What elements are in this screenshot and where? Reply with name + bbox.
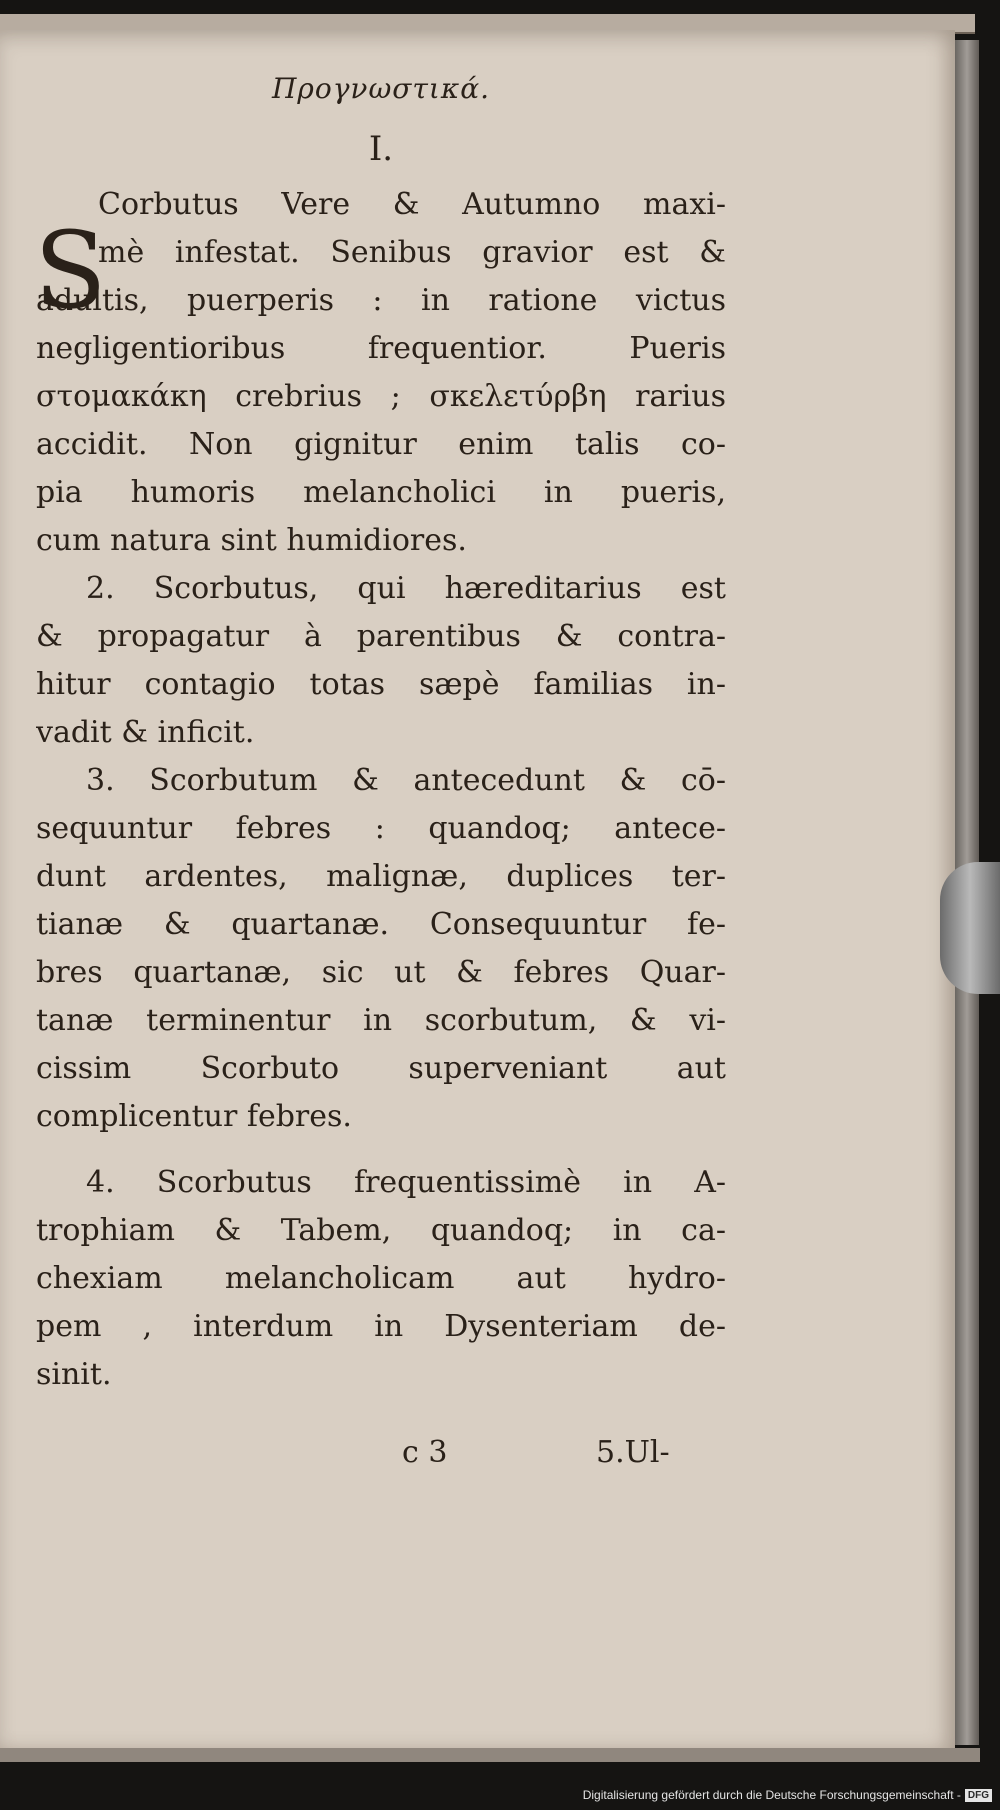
- text-line: pia humoris melancholici in pueris,: [36, 475, 726, 510]
- paragraph-1: [36, 181, 726, 277]
- page-bottom-edge: [0, 1748, 980, 1762]
- paragraph-2: [36, 565, 726, 757]
- text-line: negligentioribus frequentior. Pueris: [36, 331, 726, 366]
- text-line: στομακάκη crebrius ; σκελετύρβη rarius: [36, 379, 726, 414]
- text-line: cissim Scorbuto superveniant aut: [36, 1051, 726, 1086]
- text-line: pem , interdum in Dysenteriam de-: [36, 1309, 726, 1344]
- text-line: trophiam & Tabem, quandoq; in ca-: [36, 1213, 726, 1248]
- text-line: sinit.: [36, 1357, 112, 1392]
- text-line: mè infestat. Senibus gravior est &: [98, 235, 726, 270]
- dfg-logo-badge: DFG: [965, 1789, 992, 1802]
- page-footer-marks: [36, 1435, 726, 1483]
- signature-mark: c 3: [402, 1435, 448, 1470]
- text-line: cum natura sint humidiores.: [36, 523, 467, 558]
- paragraph-4: [36, 1159, 726, 1399]
- clasp-tab: [940, 862, 1000, 994]
- section-numeral: I.: [368, 129, 394, 169]
- text-line: accidit. Non gignitur enim talis co-: [36, 427, 726, 462]
- text-line: complicentur febres.: [36, 1099, 352, 1134]
- page-text: [36, 72, 726, 1483]
- text-line: & propagatur à parentibus & contra-: [36, 619, 726, 654]
- paragraph-1-cont: [36, 277, 726, 565]
- drop-cap: S: [34, 209, 107, 332]
- text-line: dunt ardentes, malignæ, duplices ter-: [36, 859, 726, 894]
- text-line: vadit & inficit.: [36, 715, 255, 750]
- text-line: 2. Scorbutus, qui hæreditarius est: [86, 571, 726, 606]
- text-line: chexiam melancholicam aut hydro-: [36, 1261, 726, 1296]
- paragraph-3: [36, 757, 726, 1141]
- text-line: bres quartanæ, sic ut & febres Quar-: [36, 955, 726, 990]
- paragraph-gap: [36, 1141, 726, 1159]
- text-line: sequuntur febres : quandoq; antece-: [36, 811, 726, 846]
- catchword: 5.Ul-: [596, 1435, 670, 1470]
- text-line: 3. Scorbutum & antecedunt & cō-: [86, 763, 726, 798]
- running-heading: Προγνωστικά.: [271, 72, 491, 105]
- text-line: Corbutus Vere & Autumno maxi-: [98, 187, 726, 222]
- text-line: tanæ terminentur in scorbutum, & vi-: [36, 1003, 726, 1038]
- text-line: 4. Scorbutus frequentissimè in A-: [86, 1165, 726, 1200]
- credit-text: Digitalisierung gefördert durch die Deutsche Forschungsgemeinschaft -: [582, 1788, 961, 1802]
- text-line: hitur contagio totas sæpè familias in-: [36, 667, 726, 702]
- text-line: adultis, puerperis : in ratione victus: [36, 283, 726, 318]
- digitization-credit: [583, 1788, 992, 1802]
- text-line: tianæ & quartanæ. Consequuntur fe-: [36, 907, 726, 942]
